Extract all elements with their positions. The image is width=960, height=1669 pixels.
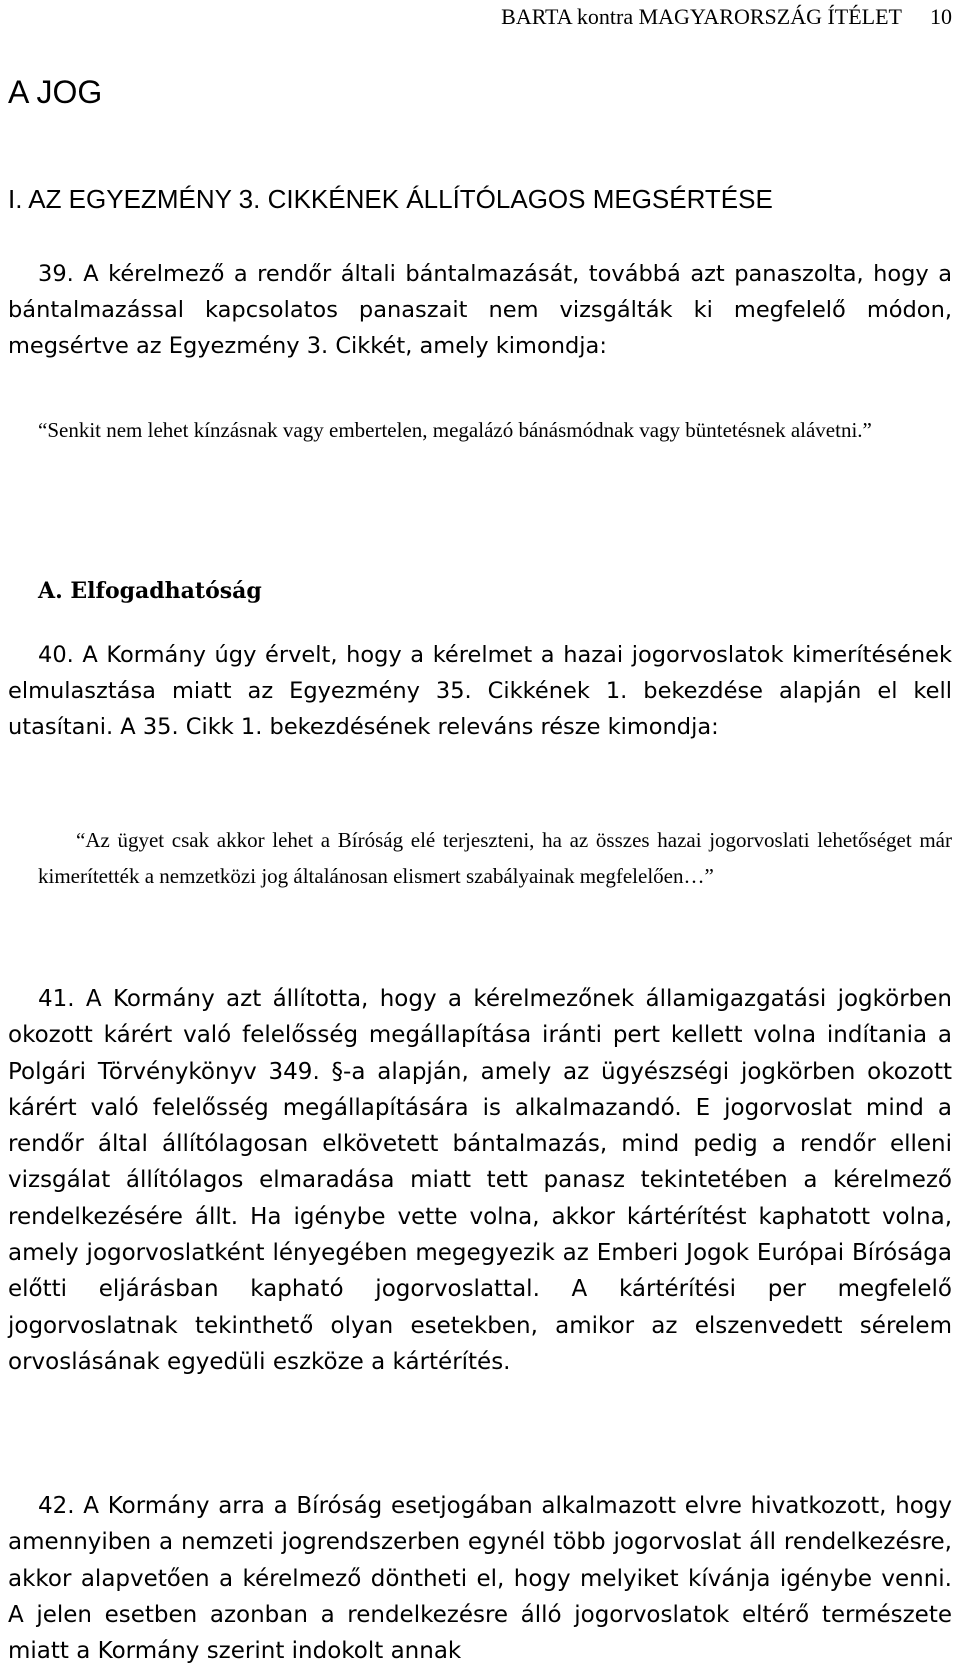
paragraph-41 <box>8 981 952 1380</box>
paragraph-42 <box>8 1488 952 1669</box>
quote-article-3-text: “Senkit nem lehet kínzásnak vagy embertelen, megalázó bánásmódnak vagy büntetésnek alávetni.” <box>38 418 872 442</box>
paragraph-39-text: 39. A kérelmező a rendőr általi bántalmazását, továbbá azt panaszolta, hogy a bántalmazással kapcsolatos panaszait nem vizsgálták ki megfelelő módon, megsértve az Egyezmény 3. Cikkét, amely kimondja: <box>8 261 952 359</box>
quote-article-3 <box>8 412 952 448</box>
running-title: BARTA kontra MAGYARORSZÁG ÍTÉLET <box>501 4 902 29</box>
paragraph-41-text: 41. A Kormány azt állította, hogy a kérelmezőnek államigazgatási jogkörben okozott kárért való felelősség megállapítása iránti pert kellett volna indítania a Polgári Törvénykönyv 349. §-a alapján, amely az ügyészségi jogkörben okozott kárért való felelősség megállapítására is alkalmazandó. E jogorvoslat mind a rendőr által állítólagosan elkövetett bántalmazás, mind pedig a rendőr elleni vizsgálat állítólagos elmaradása miatt tett panasz tekintetében a kérelmező rendelkezésére állt. Ha igénybe vette volna, akkor kártérítést kaphatott volna, amely jogorvoslatként lényegében megegyezik az Emberi Jogok Európai Bírósága előtti eljárásban kapható jogorvoslattal. A kártérítési per megfelelő jogorvoslatnak tekinthető olyan esetekben, amikor az elszenvedett sérelem orvoslásának egyedüli eszköze a kártérítés. <box>8 986 952 1375</box>
paragraph-40 <box>8 637 952 745</box>
section-title: A JOG <box>8 74 103 110</box>
paragraph-40-text: 40. A Kormány úgy érvelt, hogy a kérelmet a hazai jogorvoslatok kimerítésének elmulasztása miatt az Egyezmény 35. Cikkének 1. bekezdése alapján el kell utasítani. A 35. Cikk 1. bekezdésének releváns része kimondja: <box>8 642 952 740</box>
paragraph-42-text: 42. A Kormány arra a Bíróság esetjogában alkalmazott elvre hivatkozott, hogy amennyiben a nemzeti jogrendszerben egynél több jogorvoslat áll rendelkezésre, akkor alapvetően a kérelmező döntheti el, hogy melyiket kívánja igénybe venni. A jelen esetben azonban a rendelkezésre álló jogorvoslatok eltérő természete miatt a Kormány szerint indokolt annak <box>8 1493 952 1665</box>
quote-article-35-text: “Az ügyet csak akkor lehet a Bíróság elé terjeszteni, ha az összes hazai jogorvoslati lehetőséget már kimerítették a nemzetközi jog általánosan elismert szabályainak megfelelően…” <box>38 828 952 888</box>
part-title: I. AZ EGYEZMÉNY 3. CIKKÉNEK ÁLLÍTÓLAGOS MEGSÉRTÉSE <box>8 184 773 214</box>
document-page <box>8 0 952 1665</box>
running-header <box>501 4 952 30</box>
page-number: 10 <box>930 4 952 29</box>
quote-article-35 <box>38 822 952 894</box>
paragraph-39 <box>8 256 952 364</box>
subheading-admissibility: A. Elfogadhatóság <box>38 578 262 604</box>
